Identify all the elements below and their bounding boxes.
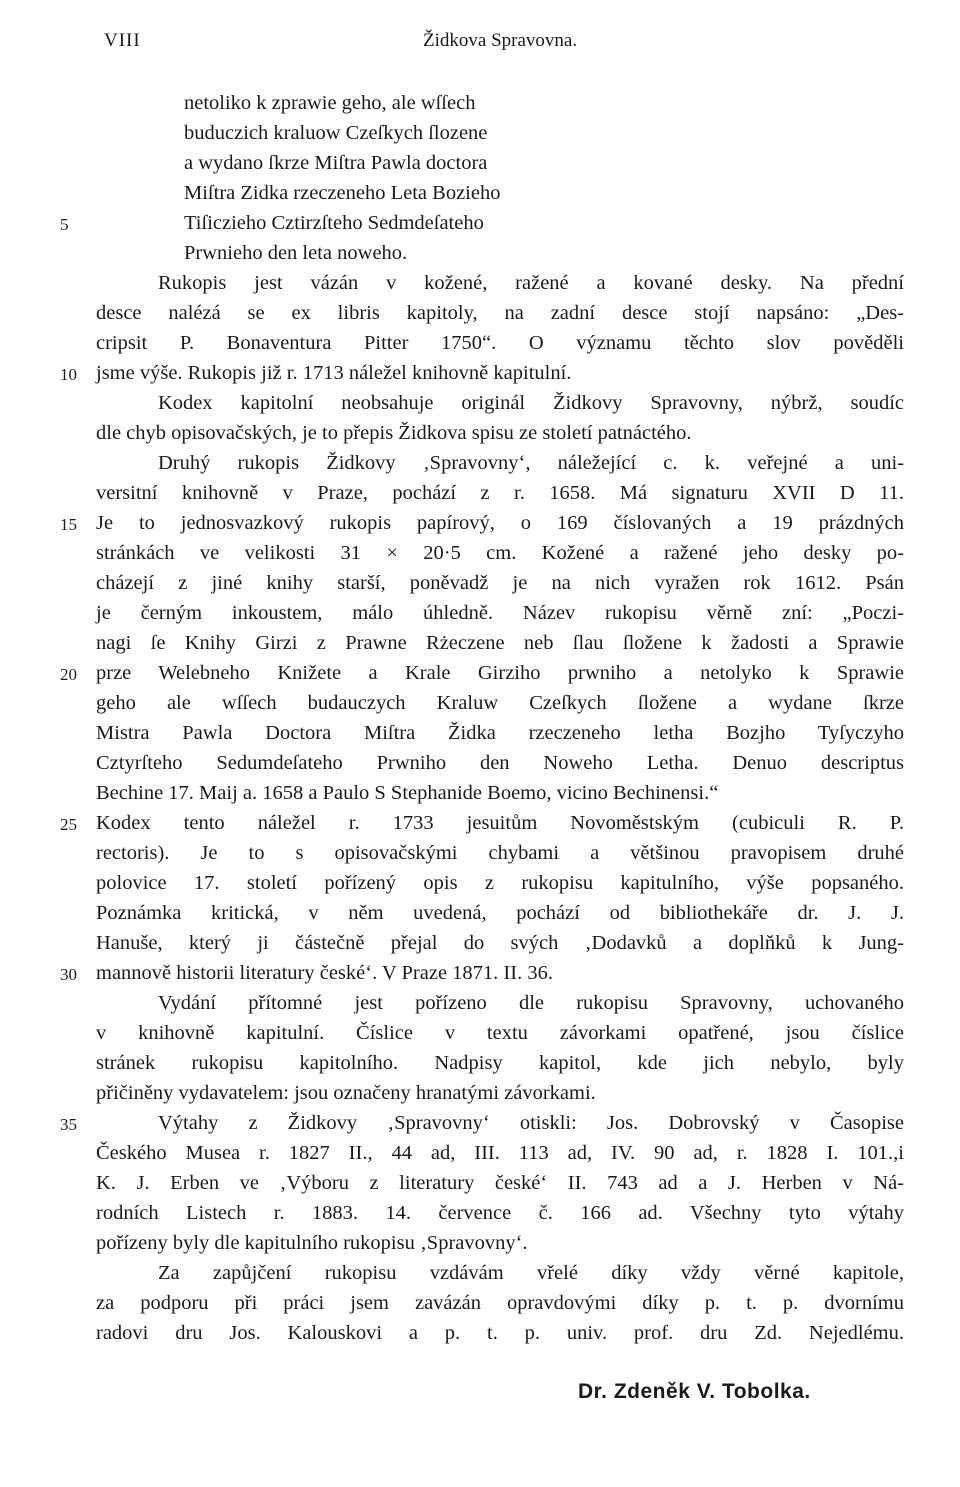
- author-signature: Dr. Zdeněk V. Tobolka.: [578, 1380, 811, 1403]
- text-line: Výtahy z Židkovy ‚Spravovny‘ otiskli: Jos. Dobrovský v Časopise: [158, 1112, 904, 1134]
- text-line: netoliko k zprawie geho, ale wſſech: [184, 92, 476, 114]
- text-line: Českého Musea r. 1827 II., 44 ad, III. 113 ad, IV. 90 ad, r. 1828 I. 101.,i: [96, 1142, 904, 1164]
- text-line: Miſtra Zidka rzeczeneho Leta Bozieho: [184, 182, 501, 204]
- text-line: stránkách ve velikosti 31 × 20·5 cm. Kožené a ražené jeho desky po-: [96, 542, 904, 564]
- text-line: mannově historii literatury české‘. V Praze 1871. II. 36.: [96, 962, 553, 984]
- line-number: 20: [60, 665, 77, 684]
- running-header: [0, 30, 960, 60]
- text-line: stránek rukopisu kapitolního. Nadpisy kapitol, kde jich nebylo, byly: [96, 1052, 904, 1074]
- line-number: 30: [60, 965, 77, 984]
- text-line: rodních Listech r. 1883. 14. července č. 166 ad. Všechny tyto výtahy: [96, 1202, 904, 1224]
- text-line: Za zapůjčení rukopisu vzdávám vřelé díky vždy věrné kapitole,: [158, 1262, 904, 1284]
- text-line: rectoris). Je to s opisovačskými chybami a většinou pravopisem druhé: [96, 842, 904, 864]
- text-line: K. J. Erben ve ‚Výboru z literatury české‘ II. 743 ad a J. Herben v Ná-: [96, 1172, 904, 1194]
- text-line: Tiſiczieho Cztirzſteho Sedmdeſateho: [184, 212, 484, 234]
- text-line: desce nalézá se ex libris kapitoly, na zadní desce stojí napsáno: „Des-: [96, 302, 904, 324]
- text-line: přičiněny vydavatelem: jsou označeny hranatými závorkami.: [96, 1082, 596, 1104]
- text-line: v knihovně kapitulní. Číslice v textu závorkami opatřené, jsou číslice: [96, 1022, 904, 1044]
- text-line: Rukopis jest vázán v kožené, ražené a kované desky. Na přední: [158, 272, 904, 294]
- text-line: Kodex kapitolní neobsahuje originál Židkovy Spravovny, nýbrž, soudíc: [158, 392, 904, 414]
- text-line: Kodex tento náležel r. 1733 jesuitům Novoměstským (cubiculi R. P.: [96, 812, 904, 834]
- text-line: versitní knihovně v Praze, pochází z r. 1658. Má signaturu XVII D 11.: [96, 482, 904, 504]
- text-line: pořízeny byly dle kapitulního rukopisu ‚Spravovny‘.: [96, 1232, 528, 1254]
- text-line: Vydání přítomné jest pořízeno dle rukopisu Spravovny, uchovaného: [158, 992, 904, 1014]
- text-line: za podporu při práci jsem zavázán opravdovými díky p. t. p. dvornímu: [96, 1292, 904, 1314]
- text-line: Poznámka kritická, v něm uvedená, pochází od bibliothekáře dr. J. J.: [96, 902, 904, 924]
- text-line: Druhý rukopis Židkovy ‚Spravovny‘, náležející c. k. veřejné a uni-: [158, 452, 904, 474]
- text-line: jsme výše. Rukopis již r. 1713 náležel knihovně kapitulní.: [96, 362, 572, 384]
- text-line: dle chyb opisovačských, je to přepis Židkova spisu ze století patnáctého.: [96, 422, 692, 444]
- text-line: buduczich kraluow Czeſkych ſlozene: [184, 122, 488, 144]
- text-line: prze Welebneho Knižete a Krale Girziho prwniho a netolyko k Sprawie: [96, 662, 904, 684]
- line-number: 15: [60, 515, 77, 534]
- text-line: geho ale wſſech budauczych Kraluw Czeſkych ſložene a wydane ſkrze: [96, 692, 904, 714]
- line-number: 5: [60, 215, 69, 234]
- line-number: 25: [60, 815, 77, 834]
- text-line: Prwnieho den leta noweho.: [184, 242, 408, 264]
- text-line: Mistra Pawla Doctora Miſtra Židka rzeczeneho letha Bozjho Tyſyczyho: [96, 722, 904, 744]
- text-line: cripsit P. Bonaventura Pitter 1750“. O významu těchto slov pověděli: [96, 332, 904, 354]
- text-line: Hanuše, který ji částečně přejal do svých ‚Dodavků a doplňků k Jung-: [96, 932, 904, 954]
- text-line: Bechine 17. Maij a. 1658 a Paulo S Stephanide Boemo, vicino Bechinensi.“: [96, 782, 719, 804]
- line-number: 35: [60, 1115, 77, 1134]
- text-line: je černým inkoustem, málo úhledně. Název rukopisu věrně zní: „Poczi-: [96, 602, 904, 624]
- text-line: Cztyrſteho Sedumdeſateho Prwniho den Noweho Letha. Denuo descriptus: [96, 752, 904, 774]
- line-number: 10: [60, 365, 77, 384]
- text-line: cházejí z jiné knihy starší, poněvadž je na nich vyražen rok 1612. Psán: [96, 572, 904, 594]
- text-line: a wydano ſkrze Miſtra Pawla doctora: [184, 152, 488, 174]
- running-title: Židkova Spravovna.: [423, 30, 578, 51]
- text-line: radovi dru Jos. Kalouskovi a p. t. p. univ. prof. dru Zd. Nejedlému.: [96, 1322, 904, 1344]
- text-line: Je to jednosvazkový rukopis papírový, o 169 číslovaných a 19 prázdných: [96, 512, 904, 534]
- text-line: polovice 17. století pořízený opis z rukopisu kapitulního, výše popsaného.: [96, 872, 904, 894]
- page-number: VIII: [104, 30, 141, 51]
- text-line: nagi ſe Knihy Girzi z Prawne Rżeczene neb ſlau ſložene k žadosti a Sprawie: [96, 632, 904, 654]
